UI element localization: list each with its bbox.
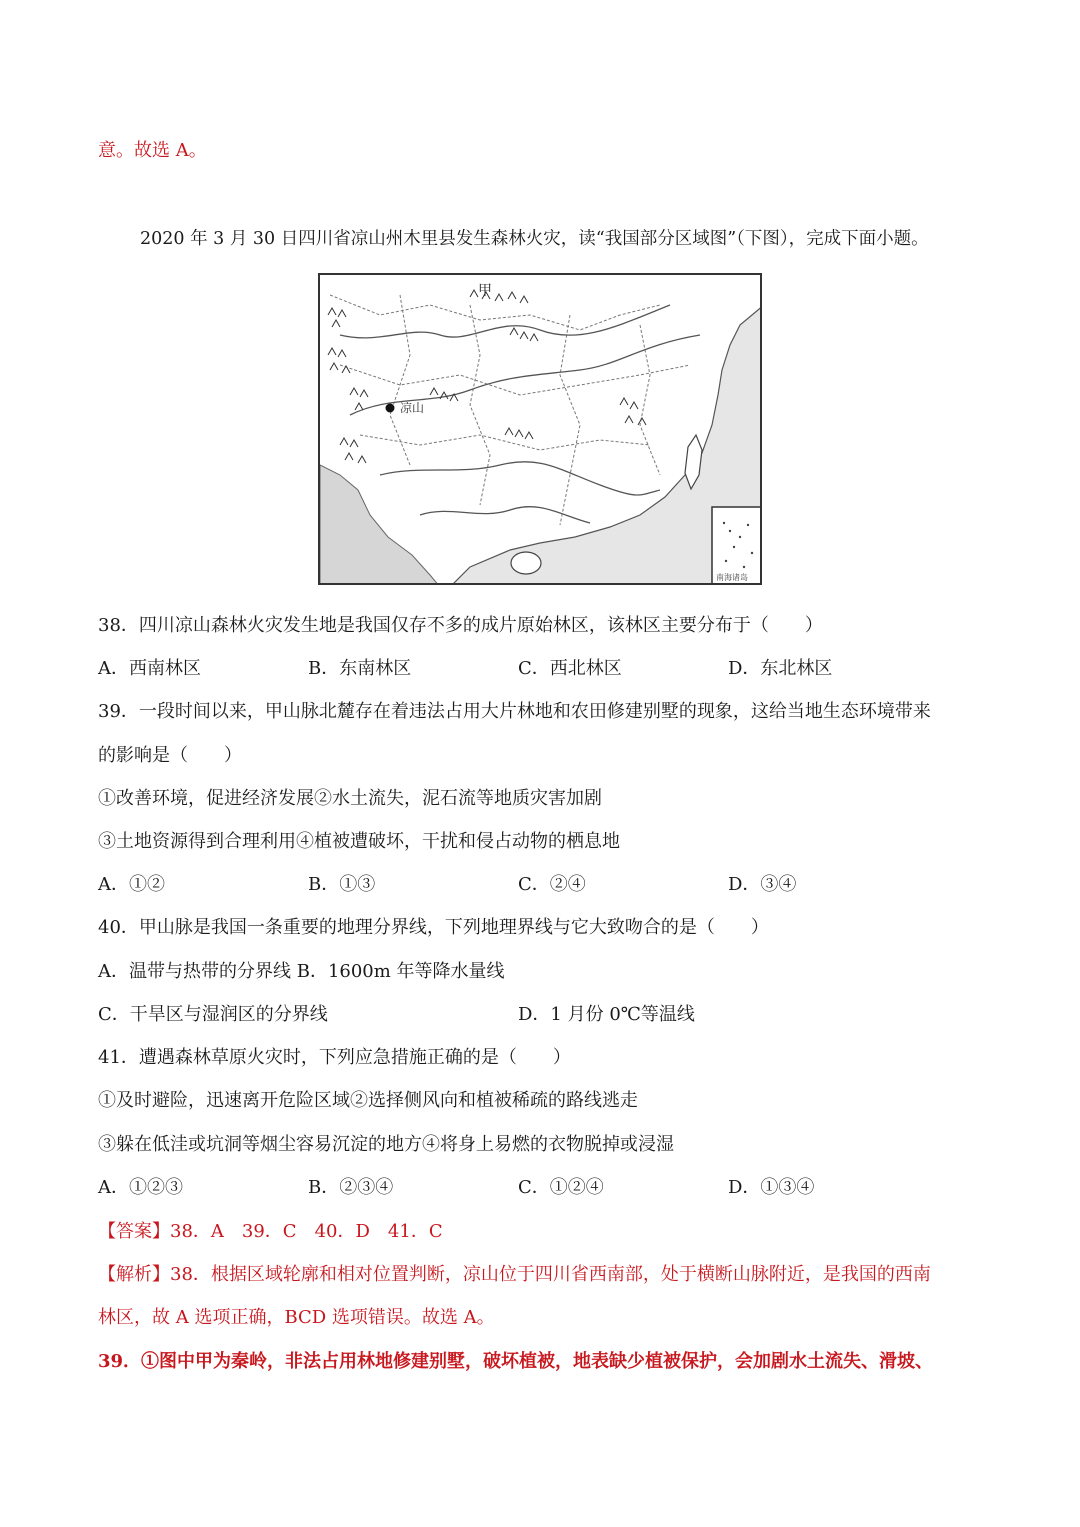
hainan-island: [511, 552, 541, 574]
q38-option-b: B．东南林区: [308, 658, 412, 679]
q40-options-ab: A．温带与热带的分界线 B．1600m 年等降水量线: [98, 961, 505, 982]
analysis-line2: 林区，故 A 选项正确，BCD 选项错误。故选 A。: [98, 1307, 495, 1328]
q41-item-line2: ③躲在低洼或坑洞等烟尘容易沉淀的地方④将身上易燃的衣物脱掉或浸湿: [98, 1134, 674, 1155]
q41-option-c: C．①②④: [518, 1177, 604, 1198]
q40-option-d: D．1 月份 0℃等温线: [518, 1004, 695, 1025]
q39-item-line1: ①改善环境，促进经济发展②水土流失，泥石流等地质灾害加剧: [98, 788, 602, 809]
analysis-line1: 【解析】38．根据区域轮廓和相对位置判断，凉山位于四川省西南部，处于横断山脉附近，是我国的西南: [98, 1264, 931, 1285]
province-borders: [330, 295, 690, 525]
q38-option-a: A．西南林区: [98, 658, 201, 679]
region-map: [318, 273, 762, 585]
previous-analysis-fragment: 意。故选 A。: [98, 140, 207, 161]
q38-option-c: C．西北林区: [518, 658, 622, 679]
q39-stem-line2: 的影响是（ ）: [98, 745, 242, 766]
q39-option-c: C．②④: [518, 874, 586, 895]
region-map-drawing: [320, 275, 762, 585]
q41-option-d: D．①③④: [728, 1177, 815, 1198]
q39-stem-line1: 39．一段时间以来，甲山脉北麓存在着违法占用大片林地和农田修建别墅的现象，这给当地生态环境带来: [98, 701, 931, 722]
q40-option-c: C．干旱区与湿润区的分界线: [98, 1004, 328, 1025]
western-shaded-area: [320, 465, 440, 585]
q40-stem: 40．甲山脉是我国一条重要的地理分界线，下列地理界线与它大致吻合的是（ ）: [98, 917, 769, 938]
mountain-jia-label: 甲: [478, 283, 492, 299]
answer-line: 【答案】38．A 39．C 40．D 41．C: [98, 1221, 443, 1242]
q41-stem: 41．遭遇森林草原火灾时，下列应急措施正确的是（ ）: [98, 1047, 571, 1068]
q39-option-a: A．①②: [98, 874, 165, 895]
q38-option-d: D．东北林区: [728, 658, 833, 679]
q41-item-line1: ①及时避险，迅速离开危险区域②选择侧风向和植被稀疏的路线逃走: [98, 1090, 638, 1111]
liangshan-location-dot: [386, 404, 395, 413]
question-intro: 2020 年 3 月 30 日四川省凉山州木里县发生森林火灾，读“我国部分区域图”（下图），完成下面小题。: [140, 229, 929, 249]
q41-option-b: B．②③④: [308, 1177, 394, 1198]
analysis-line3: 39．①图中甲为秦岭，非法占用林地修建别墅，破坏植被，地表缺少植被保护，会加剧水土流失、滑坡、: [98, 1351, 934, 1372]
q39-option-b: B．①③: [308, 874, 376, 895]
q41-option-a: A．①②③: [98, 1177, 183, 1198]
inset-label: 南海诸岛: [716, 573, 748, 582]
q38-stem: 38．四川凉山森林火灾发生地是我国仅存不多的成片原始林区，该林区主要分布于（ ）: [98, 615, 823, 636]
rivers: [340, 305, 700, 523]
liangshan-label: 凉山: [400, 401, 425, 415]
q39-item-line2: ③土地资源得到合理利用④植被遭破坏，干扰和侵占动物的栖息地: [98, 831, 620, 852]
q39-option-d: D．③④: [728, 874, 797, 895]
